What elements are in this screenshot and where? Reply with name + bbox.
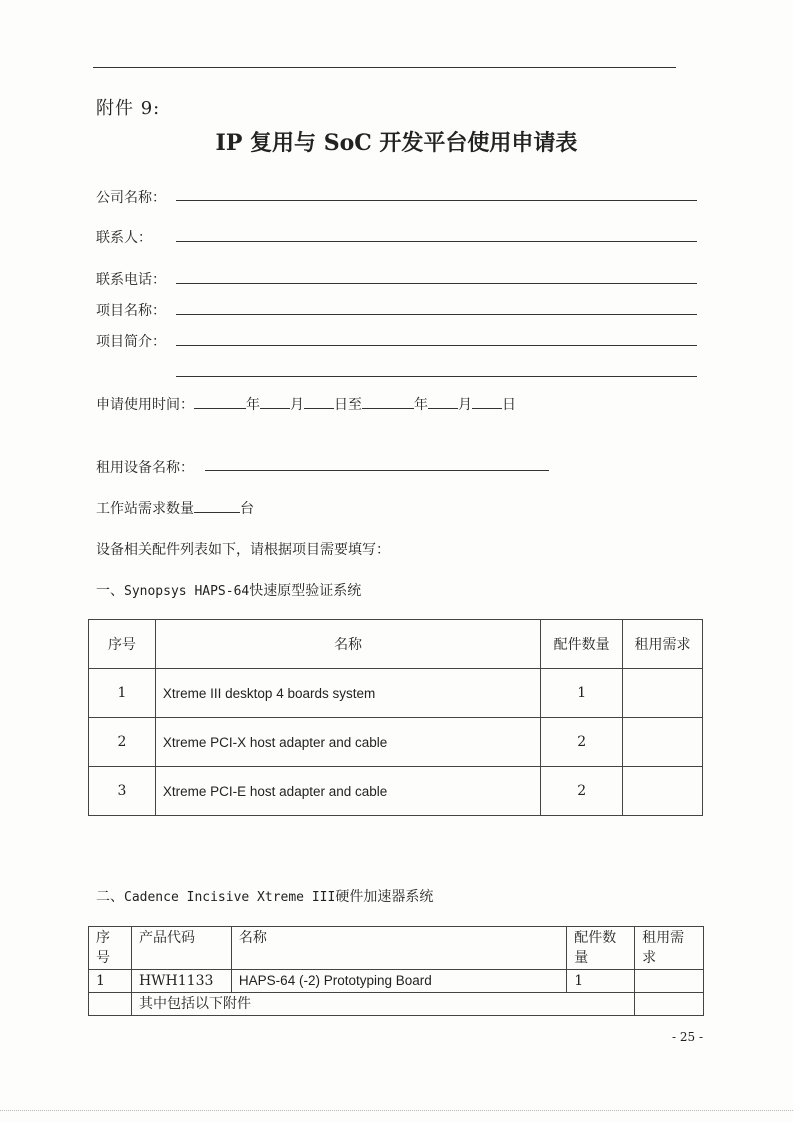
row-qty: 1: [567, 970, 635, 993]
company-label: 公司名称：: [96, 190, 166, 206]
row-name: Xtreme PCI-X host adapter and cable: [155, 718, 540, 767]
accessory-intro: 设备相关配件列表如下，请根据项目需要填写：: [96, 542, 390, 558]
project-brief-field[interactable]: [176, 345, 697, 346]
year-label: 年: [246, 397, 260, 413]
section1-prefix: 一、: [96, 583, 124, 599]
phone-label: 联系电话：: [96, 272, 166, 288]
header-no: 序号: [89, 620, 156, 669]
project-name-field[interactable]: [176, 314, 697, 315]
row-need-cell[interactable]: [635, 970, 704, 993]
end-day-field[interactable]: [472, 394, 502, 409]
end-year-field[interactable]: [362, 394, 414, 409]
section1-product: Synopsys HAPS-64: [124, 584, 250, 599]
header-name: 名称: [155, 620, 540, 669]
table-row: [89, 993, 704, 1016]
rental-device-field[interactable]: [205, 470, 549, 471]
usage-time-row: [96, 394, 516, 414]
start-month-field[interactable]: [260, 394, 290, 409]
section1-suffix: 快速原型验证系统: [249, 583, 362, 599]
row-no: 1: [89, 669, 156, 718]
table-header-row: [89, 927, 704, 970]
row-need-cell[interactable]: [623, 767, 703, 816]
cadence-accessory-table: [88, 926, 704, 1016]
header-code: 产品代码: [131, 927, 231, 970]
day2-label: 日: [502, 397, 516, 413]
table-row: [89, 669, 703, 718]
row-qty: 2: [541, 767, 623, 816]
header-need: 租用需求: [635, 927, 704, 970]
usage-time-label: 申请使用时间：: [96, 397, 194, 413]
table-header-row: [89, 620, 703, 669]
project-name-label: 项目名称：: [96, 303, 166, 319]
header-need: 租用需求: [623, 620, 703, 669]
section2-heading: [96, 886, 433, 906]
workstation-unit: 台: [240, 501, 254, 517]
page-bottom-edge: [0, 1110, 793, 1111]
contact-label: 联系人：: [96, 230, 152, 246]
table-row: [89, 767, 703, 816]
start-day-field[interactable]: [304, 394, 334, 409]
section2-product: Cadence Incisive Xtreme III: [124, 890, 336, 905]
page-title: IP 复用与 SoC 开发平台使用申请表: [215, 130, 578, 156]
day-to-label: 日至: [334, 397, 362, 413]
year2-label: 年: [414, 397, 428, 413]
company-field[interactable]: [176, 200, 697, 201]
row-name: HAPS-64 (-2) Prototyping Board: [231, 970, 566, 993]
month2-label: 月: [458, 397, 472, 413]
month-label: 月: [290, 397, 304, 413]
row-note: 其中包括以下附件: [131, 993, 634, 1016]
row-no: 2: [89, 718, 156, 767]
table-row: [89, 970, 704, 993]
row-no: 3: [89, 767, 156, 816]
row-need-cell[interactable]: [623, 669, 703, 718]
header-no: 序号: [89, 927, 132, 970]
rental-device-label: 租用设备名称：: [96, 460, 194, 476]
project-brief-field-line2[interactable]: [176, 376, 697, 377]
attachment-label: 附件 9:: [96, 98, 161, 119]
row-qty: 1: [541, 669, 623, 718]
section2-suffix: 硬件加速器系统: [335, 889, 434, 905]
row-code: HWH1133: [131, 970, 231, 993]
synopsys-accessory-table: [88, 619, 703, 816]
contact-field[interactable]: [176, 241, 697, 242]
workstation-row: [96, 498, 254, 518]
workstation-count-field[interactable]: [194, 498, 240, 513]
section1-heading: [96, 580, 361, 600]
row-need-cell[interactable]: [623, 718, 703, 767]
header-rule: [93, 67, 676, 68]
project-brief-label: 项目简介：: [96, 334, 166, 350]
end-month-field[interactable]: [428, 394, 458, 409]
row-qty: 2: [541, 718, 623, 767]
header-qty: 配件数量: [541, 620, 623, 669]
page-number: - 25 -: [672, 1030, 704, 1044]
row-no: 1: [89, 970, 132, 993]
workstation-label: 工作站需求数量: [96, 501, 194, 517]
row-name: Xtreme PCI-E host adapter and cable: [155, 767, 540, 816]
phone-field[interactable]: [176, 283, 697, 284]
row-blank: [89, 993, 132, 1016]
start-year-field[interactable]: [194, 394, 246, 409]
row-need-cell[interactable]: [635, 993, 704, 1016]
table-row: [89, 718, 703, 767]
header-name: 名称: [231, 927, 566, 970]
section2-prefix: 二、: [96, 889, 124, 905]
row-name: Xtreme III desktop 4 boards system: [155, 669, 540, 718]
header-qty: 配件数量: [567, 927, 635, 970]
